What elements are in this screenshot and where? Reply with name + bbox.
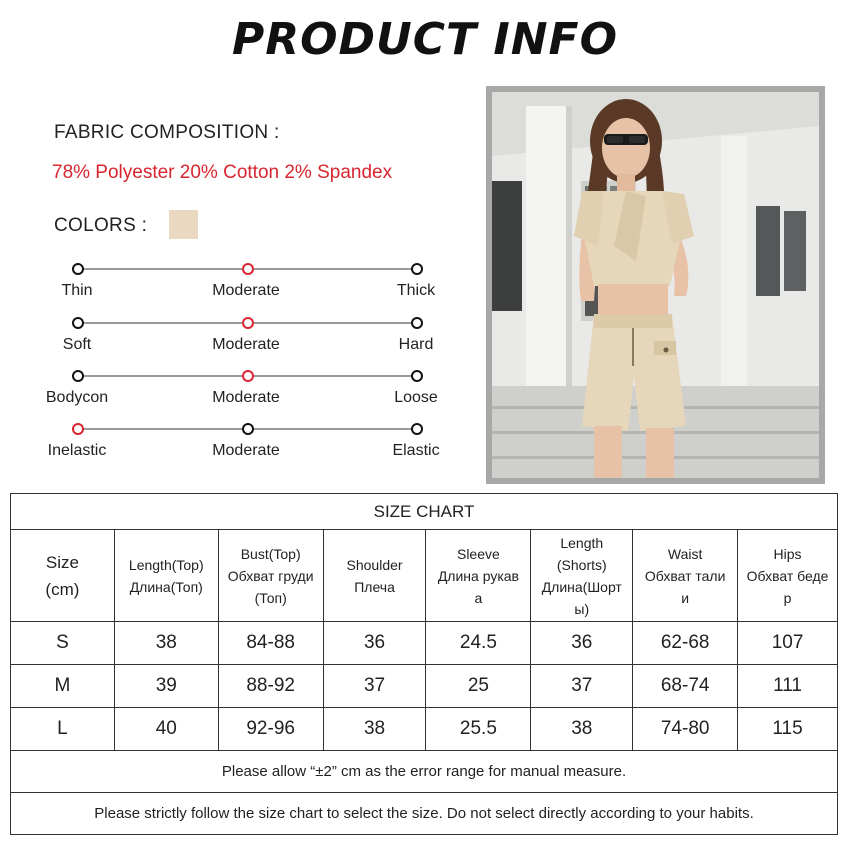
scale-label-left: Soft	[62, 336, 92, 353]
scale-label-left: Bodycon	[45, 389, 109, 406]
cell-length-shorts: 37	[531, 665, 633, 708]
product-photo	[486, 86, 825, 484]
cell-sleeve: 25	[426, 665, 531, 708]
col-header-bust-top: Bust(Top) Обхват груди (Топ)	[218, 530, 323, 622]
cell-length-top: 39	[114, 665, 218, 708]
col-header-waist: Waist Обхват тали и	[633, 530, 738, 622]
size-chart-table	[10, 493, 838, 835]
scale-dot-left	[72, 263, 84, 275]
table-row	[11, 622, 838, 665]
scale-label-right: Loose	[394, 389, 438, 406]
colors-label: COLORS :	[54, 215, 148, 236]
color-swatch-beige[interactable]	[169, 210, 198, 239]
col-header-hips: Hips Обхват беде р	[738, 530, 838, 622]
cell-length-shorts: 38	[531, 708, 633, 751]
scale-dot-right	[411, 317, 423, 329]
cell-length-top: 40	[114, 708, 218, 751]
cell-size: L	[11, 708, 115, 751]
scale-dot-left	[72, 370, 84, 382]
scale-dot-right	[411, 423, 423, 435]
cell-bust-top: 92-96	[218, 708, 323, 751]
size-chart-title: SIZE CHART	[11, 494, 838, 530]
cell-shoulder: 36	[323, 622, 426, 665]
scale-label-left: Inelastic	[47, 442, 107, 459]
scale-label-left: Thin	[61, 282, 93, 299]
cell-waist: 74-80	[633, 708, 738, 751]
scale-dot-left	[72, 317, 84, 329]
col-header-sleeve: Sleeve Длина рукав а	[426, 530, 531, 622]
scale-dot-middle	[242, 370, 254, 382]
cell-size: M	[11, 665, 115, 708]
table-row	[11, 708, 838, 751]
scale-label-middle: Moderate	[212, 389, 280, 406]
cell-bust-top: 88-92	[218, 665, 323, 708]
cell-shoulder: 37	[323, 665, 426, 708]
scale-dot-middle	[242, 317, 254, 329]
cell-sleeve: 25.5	[426, 708, 531, 751]
cell-waist: 62-68	[633, 622, 738, 665]
measurement-error-note: Please allow “±2” cm as the error range for manual measure.	[11, 751, 838, 793]
col-header-length-shorts: Length (Shorts) Длина(Шорт ы)	[531, 530, 633, 622]
cell-size: S	[11, 622, 115, 665]
softness-scale	[0, 322, 480, 372]
scale-label-right: Hard	[398, 336, 434, 353]
col-header-shoulder: Shoulder Плеча	[323, 530, 426, 622]
scale-label-right: Elastic	[392, 442, 440, 459]
fabric-composition-label: FABRIC COMPOSITION :	[54, 122, 280, 143]
col-header-size: Size (cm)	[11, 530, 115, 622]
thickness-scale	[0, 268, 480, 318]
cell-hips: 107	[738, 622, 838, 665]
product-photo-illustration	[486, 86, 825, 484]
cell-length-shorts: 36	[531, 622, 633, 665]
scale-dot-left	[72, 423, 84, 435]
scale-dot-right	[411, 370, 423, 382]
scale-label-middle: Moderate	[212, 442, 280, 459]
cell-shoulder: 38	[323, 708, 426, 751]
cell-waist: 68-74	[633, 665, 738, 708]
cell-hips: 111	[738, 665, 838, 708]
scale-label-right: Thick	[396, 282, 436, 299]
cell-hips: 115	[738, 708, 838, 751]
fabric-composition-value: 78% Polyester 20% Cotton 2% Spandex	[52, 162, 393, 183]
scale-label-middle: Moderate	[212, 336, 280, 353]
scale-dot-middle	[242, 423, 254, 435]
page-title: PRODUCT INFO	[231, 14, 619, 65]
size-selection-note: Please strictly follow the size chart to select the size. Do not select directly according to your habits.	[11, 793, 838, 835]
elasticity-scale	[0, 428, 480, 478]
scale-label-middle: Moderate	[212, 282, 280, 299]
cell-sleeve: 24.5	[426, 622, 531, 665]
scale-dot-middle	[242, 263, 254, 275]
fit-scale	[0, 375, 480, 425]
cell-bust-top: 84-88	[218, 622, 323, 665]
table-row	[11, 665, 838, 708]
col-header-length-top: Length(Top) Длина(Топ)	[114, 530, 218, 622]
scale-dot-right	[411, 263, 423, 275]
cell-length-top: 38	[114, 622, 218, 665]
